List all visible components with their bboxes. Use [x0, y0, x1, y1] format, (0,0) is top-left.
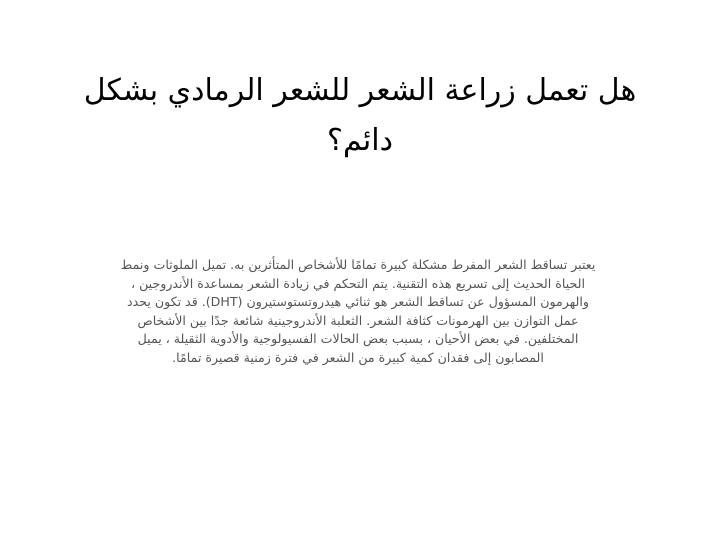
slide-title: هل تعمل زراعة الشعر للشعر الرمادي بشكل دائم؟ — [83, 73, 637, 158]
slide-body-text: يعتبر تساقط الشعر المفرط مشكلة كبيرة تمامًا للأشخاص المتأثرين به. تميل الملوثات ونمط الحياة الحديث إلى تسريع هذه التقنية. يتم التحكم في زيادة الشعر بمساعدة الأندروجين ، والهرمون المسؤول عن تساقط الشعر هو ثنائي هيدروتستوستيرون (DHT). قد تكون يحدد عمل التوازن بين الهرمونات كثافة الشعر. الثعلبة الأندروجينية شائعة جدًا بين الأشخاص المختلفين. في بعض الأحيان ، بسبب بعض الحالات الفسيولوجية والأدوية الثقيلة ، يميل المصابون إلى فقدان كمية كبيرة من الشعر في فترة زمنية قصيرة تمامًا. — [120, 257, 596, 365]
